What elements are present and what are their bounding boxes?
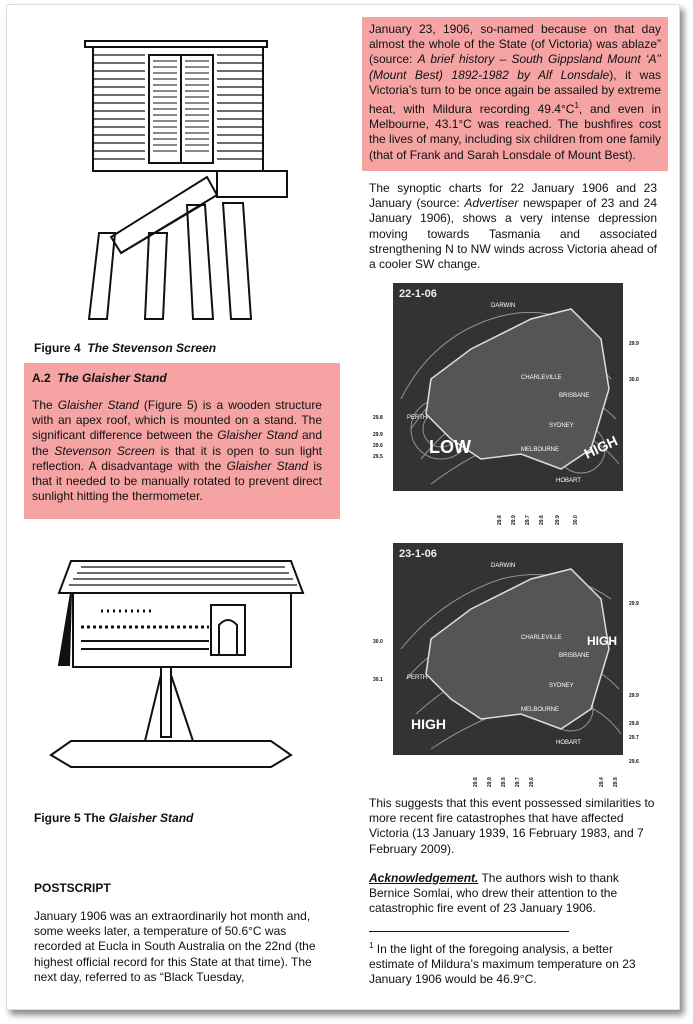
map1-place: HOBART <box>556 478 581 484</box>
figure4-caption-title: The Stevenson Screen <box>87 341 217 355</box>
map2-bottom-value: 29.8 <box>501 777 507 787</box>
map1-place: PERTH <box>407 415 428 421</box>
map1-bottom-value: 29.8 <box>497 515 503 525</box>
text-run: January 23, 1906, so-named because on that day almost the whole of the State (of Victoria) was ablaze” (source: <box>369 22 661 67</box>
map1-right-value: 30.0 <box>629 377 639 383</box>
text-run: and the <box>32 428 322 458</box>
postscript-paragraph: January 1906 was an extraordinarily hot month and, some weeks later, a temperature of 50.6°C was recorded at Eucla in South Australia on the 22nd (the highest official record for this State at that time). The next day, referred to as “Black Tuesday, <box>34 909 316 984</box>
section-number: A.2 <box>32 371 51 385</box>
map1-left-value: 29.5 <box>373 454 383 460</box>
map2-bottom-value: 29.9 <box>487 777 493 787</box>
text-run: The <box>32 398 58 412</box>
acknowledgement-paragraph <box>369 871 659 917</box>
postscript-heading: POSTSCRIPT <box>34 881 111 895</box>
footnote-text: In the light of the foregoing analysis, a better estimate of Mildura’s maximum temperature on 23 January 1906 would be 46.9°C. <box>369 942 636 987</box>
map1-place: SYDNEY <box>549 423 574 429</box>
map1-place: DARWIN <box>491 303 516 309</box>
map2-place: DARWIN <box>491 563 516 569</box>
map2-place: SYDNEY <box>549 683 574 689</box>
footnote <box>369 938 659 988</box>
synoptic-map-1 <box>371 279 661 529</box>
stevenson-screen-figure <box>75 27 317 327</box>
map2-right-value: 29.9 <box>629 601 639 607</box>
map2-high: HIGH <box>587 634 617 648</box>
map1-date: 22-1-06 <box>399 288 437 300</box>
map1-place: BRISBANE <box>559 393 590 399</box>
italic-run: Stevenson Screen <box>54 443 155 458</box>
footnote-ref: 1 <box>574 101 579 111</box>
map2-bottom-value: 29.7 <box>515 777 521 787</box>
figure5-caption <box>34 811 193 825</box>
text-run: newspaper of 23 and 24 January 1906), shows a very intense depression moving towards Tasmania and associated strengthening N to NW winds across Victoria ahead of a cooler SW change. <box>369 196 657 272</box>
italic-run: Advertiser <box>464 196 519 211</box>
figure4-caption <box>34 341 216 355</box>
map2-bottom-value: 29.8 <box>473 777 479 787</box>
similarities-paragraph: This suggests that this event possessed similarities to more recent fire catastrophes that have affected Victoria (13 January 1939, 16 February 1983, and 7 February 2009). <box>369 796 655 856</box>
text-run: , and even in Melbourne, 43.1°C was reached. The bushfires cost the lives of many, including six children from one family (that of Frank and Sarah Lonsdale of Mount Best). <box>369 102 662 162</box>
text-run: (Figure 5) is a wooden structure with an apex roof, which is mounted on a stand. The significant difference between the <box>32 398 322 443</box>
map2-place: PERTH <box>407 675 428 681</box>
map2-high: HIGH <box>411 716 446 732</box>
synoptic-chart-22jan <box>371 279 661 529</box>
glaisher-paragraph <box>32 398 322 504</box>
map2-left-value: 30.0 <box>373 639 383 645</box>
map2-place: BRISBANE <box>559 653 590 659</box>
map2-bottom-value: 29.8 <box>613 777 619 787</box>
section-title: The Glaisher Stand <box>57 371 167 385</box>
map2-bottom-value: 29.6 <box>529 777 535 787</box>
map1-bottom-value: 30.0 <box>573 515 579 525</box>
figure5-caption-prefix: Figure 5 The <box>34 811 106 825</box>
map2-right-value: 29.6 <box>629 759 639 765</box>
italic-run: Glaisher Stand <box>217 428 298 443</box>
document-page <box>6 4 680 1010</box>
map2-place: MELBOURNE <box>521 707 560 713</box>
acknowledgement-text: The authors wish to thank Bernice Somlai, who drew their attention to the catastrophic fire event of 23 January 1906. <box>369 871 619 916</box>
figure5-caption-title: Glaisher Stand <box>108 811 194 825</box>
map1-right-value: 29.9 <box>629 341 639 347</box>
map1-place: MELBOURNE <box>521 447 560 453</box>
map1-bottom-value: 29.7 <box>525 515 531 525</box>
black-tuesday-paragraph <box>369 22 661 163</box>
map2-left-value: 30.1 <box>373 677 383 683</box>
section-heading <box>32 371 167 385</box>
map2-right-value: 29.8 <box>629 721 639 727</box>
map2-date: 23-1-06 <box>399 548 437 560</box>
italic-run: A brief history – South Gippsland Mount ‘A’’ (Mount Best) 1892-1982 by Alf Lonsdale <box>369 52 661 82</box>
map2-bottom-value: 29.4 <box>599 777 605 787</box>
map1-bottom-value: 29.9 <box>555 515 561 525</box>
map2-right-value: 29.9 <box>629 693 639 699</box>
map2-place: HOBART <box>556 740 581 746</box>
synoptic-paragraph <box>369 181 657 272</box>
map1-high: HIGH <box>581 432 620 462</box>
text-run: is that it is open to sun light reflection. A disadvantage with the <box>32 443 323 473</box>
map1-bottom-value: 29.9 <box>511 515 517 525</box>
acknowledgement-label: Acknowledgement. <box>369 871 479 885</box>
italic-run: Glaisher Stand <box>57 398 139 412</box>
map2-right-value: 29.7 <box>629 735 639 741</box>
map1-left-value: 29.6 <box>373 443 383 449</box>
synoptic-chart-23jan <box>371 539 661 789</box>
map1-place: CHARLEVILLE <box>521 375 562 381</box>
text-run: is that it needed to be manually rotated to prevent direct sunlight hitting the thermometer. <box>32 458 322 504</box>
footnote-mark: 1 <box>369 941 374 950</box>
map1-bottom-value: 29.8 <box>539 515 545 525</box>
italic-run: Glaisher Stand <box>226 458 309 473</box>
text-run: The synoptic charts for 22 January 1906 and 23 January (source: <box>369 181 657 211</box>
footnote-divider <box>369 931 569 932</box>
figure4-caption-prefix: Figure 4 <box>34 341 81 355</box>
glaisher-section-box <box>24 363 340 519</box>
map2-place: CHARLEVILLE <box>521 635 562 641</box>
synoptic-map-2 <box>371 539 661 789</box>
map1-left-value: 29.8 <box>373 415 383 421</box>
glaisher-stand-figure <box>41 555 321 781</box>
map1-low: LOW <box>429 437 471 457</box>
map1-left-value: 29.9 <box>373 432 383 438</box>
black-tuesday-box <box>362 17 668 171</box>
text-run: ), it was Victoria’s turn to be once again be assailed by extreme heat, with Mildura recording 49.4°C <box>369 67 661 117</box>
